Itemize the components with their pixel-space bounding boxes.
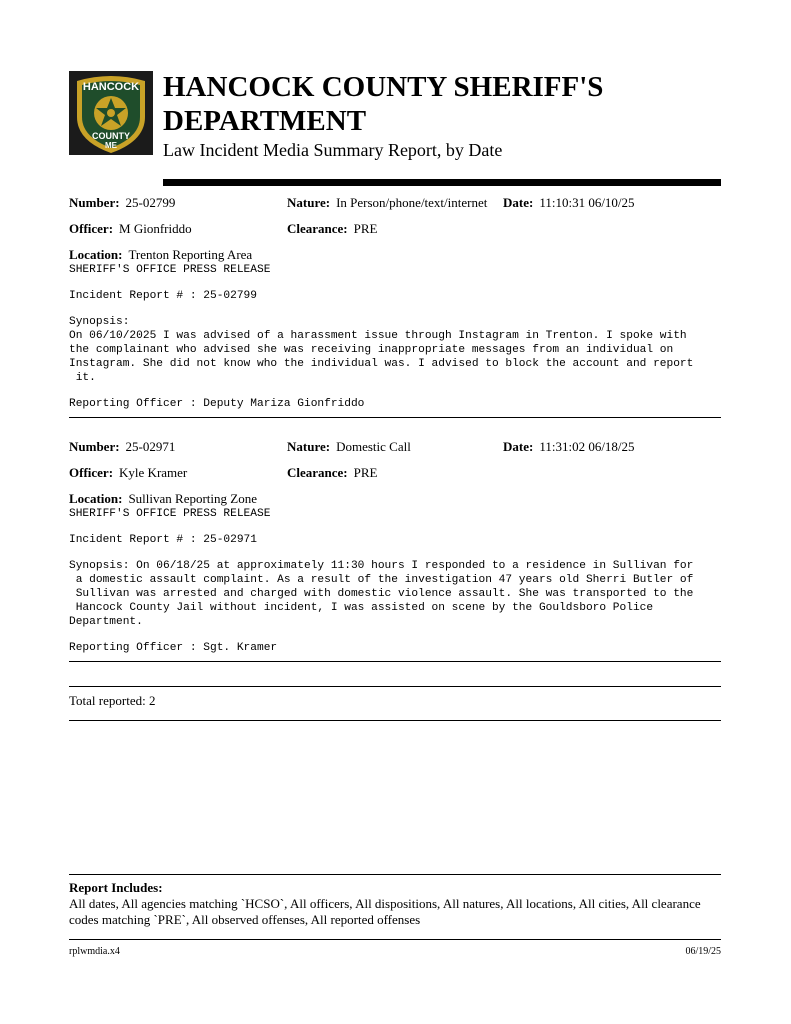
synopsis-line: Synopsis: xyxy=(69,316,130,328)
total-divider-top xyxy=(69,686,721,687)
synopsis-line: Synopsis: On 06/18/25 at approximately 11:30 hours I responded to a residence in Sullivan for xyxy=(69,560,694,572)
total-reported: Total reported: 2 xyxy=(69,693,156,708)
synopsis-line: a domestic assault complaint. As a result of the investigation 47 years old Sherri Butler of xyxy=(69,574,694,586)
synopsis-line: it. xyxy=(69,372,96,384)
report-subtitle: Law Incident Media Summary Report, by Date xyxy=(163,140,503,160)
report-id: rplwmdia.x4 xyxy=(69,946,120,957)
synopsis-line: Hancock County Jail without incident, I was assisted on scene by the Gouldsboro Police xyxy=(69,602,654,614)
footer-divider-bottom xyxy=(69,939,721,940)
incident-report-number: Incident Report # : 25-02799 xyxy=(69,290,257,302)
title-line-2: DEPARTMENT xyxy=(163,105,367,137)
badge-state-text: ME xyxy=(105,141,117,150)
total-divider-bottom xyxy=(69,720,721,721)
badge-top-text: HANCOCK xyxy=(82,81,140,93)
sheriff-badge-logo xyxy=(69,71,153,155)
footer-divider-top xyxy=(69,874,721,875)
incident-date: Date: 11:10:31 06/10/25 xyxy=(503,195,635,210)
incident-clearance: Clearance: PRE xyxy=(287,465,378,480)
synopsis-line: Department. xyxy=(69,616,143,628)
incident-location: Location: Trenton Reporting Area xyxy=(69,247,253,262)
incident-location: Location: Sullivan Reporting Zone xyxy=(69,491,257,506)
press-release-label: SHERIFF'S OFFICE PRESS RELEASE xyxy=(69,264,271,276)
print-date: 06/19/25 xyxy=(685,946,721,957)
incident-number: Number: 25-02799 xyxy=(69,195,176,210)
incident-nature: Nature: Domestic Call xyxy=(287,439,411,454)
incident-number: Number: 25-02971 xyxy=(69,439,176,454)
badge-bottom-text: COUNTY xyxy=(92,131,130,141)
incident-divider xyxy=(69,417,721,418)
synopsis-line: On 06/10/2025 I was advised of a harassment issue through Instagram in Trenton. I spoke with xyxy=(69,330,687,342)
synopsis-line: Sullivan was arrested and charged with domestic violence assault. She was transported to the xyxy=(69,588,694,600)
synopsis-line: Instagram. She did not know who the individual was. I advised to block the account and report xyxy=(69,358,694,370)
incident-date: Date: 11:31:02 06/18/25 xyxy=(503,439,635,454)
incident-nature: Nature: In Person/phone/text/internet xyxy=(287,195,488,210)
synopsis-line: the complainant who advised she was receiving inappropriate messages from an individual on xyxy=(69,344,674,356)
press-release-label: SHERIFF'S OFFICE PRESS RELEASE xyxy=(69,508,271,520)
title-line-1: HANCOCK COUNTY SHERIFF'S xyxy=(163,71,604,103)
incident-report-number: Incident Report # : 25-02971 xyxy=(69,534,257,546)
header-divider xyxy=(163,179,721,186)
incident-officer: Officer: Kyle Kramer xyxy=(69,465,188,480)
report-includes-text: All dates, All agencies matching `HCSO`, All officers, All dispositions, All natures, All locations, All cities, All clearance codes matching `PRE`, All observed offenses, All reported offenses xyxy=(69,896,701,927)
incident-officer: Officer: M Gionfriddo xyxy=(69,221,192,236)
report-includes-heading: Report Includes: xyxy=(69,880,163,895)
incident-divider xyxy=(69,661,721,662)
incident-clearance: Clearance: PRE xyxy=(287,221,378,236)
reporting-officer: Reporting Officer : Deputy Mariza Gionfriddo xyxy=(69,398,365,410)
page-title xyxy=(163,70,723,138)
reporting-officer: Reporting Officer : Sgt. Kramer xyxy=(69,642,278,654)
